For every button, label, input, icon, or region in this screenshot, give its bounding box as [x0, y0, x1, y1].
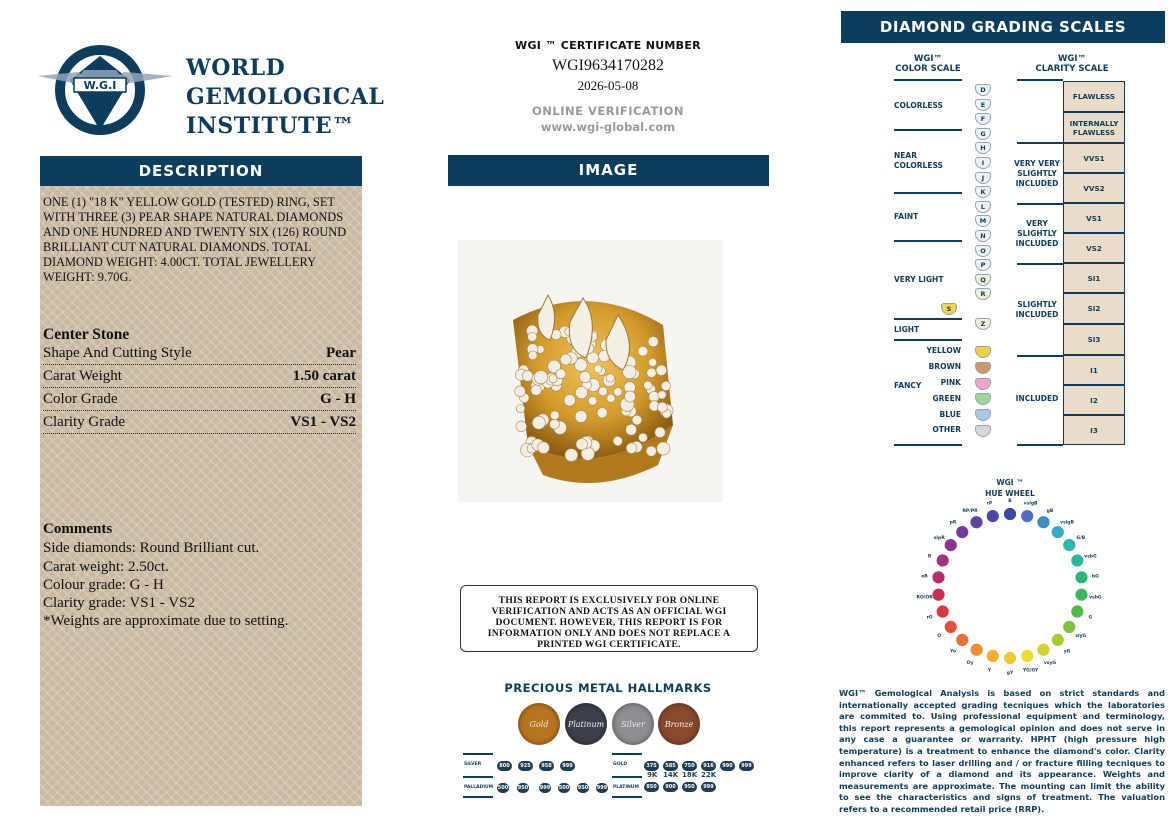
hallmarks-title: PRECIOUS METAL HALLMARKS [504, 681, 712, 695]
palladium-label: PALLADIUM [464, 785, 494, 790]
hue-label: Yo [950, 649, 956, 655]
palladium-mark: 500 [558, 785, 570, 791]
palladium-mark: 999 [539, 785, 551, 791]
side-diamond [649, 391, 660, 402]
hue-swatch [970, 643, 983, 656]
silver-999-mark: 999 [560, 761, 575, 771]
hue-swatch [936, 605, 949, 618]
clarity-vvs1: VVS1 [1063, 143, 1125, 173]
hue-swatch [1051, 526, 1064, 539]
comment-line: Colour grade: G - H [43, 577, 164, 593]
disclaimer-footer: WGI™ Gemological Analysis is based on strict standards and internationally accepted grading tecniques which the laboratories are commited to. Using professional equipment and terminology, this report represents a gemological opinion and does not serve in any case a guarantee or warranty. HPHT (high pressure high temperature) is a treatment to enhance the diamond's color. Clarity enhanced refers to laser drilling and / or fracture filling tecniques to improve clarity of a diamond and its appearance. Weights and measurements are approximate. The mounting can limit the ability to see the characteristics and signs of treatment. The valuation refers to a recommended retail price (RRP). [839, 688, 1165, 814]
description-text: ONE (1) "18 K" YELLOW GOLD (TESTED) RING, SET WITH THREE (3) PEAR SHAPE NATURAL DIAMONDS AND ONE HUNDRED AND TWENTY SIX (126) ROUND BRILLIANT CUT NATURAL DIAMONDS. TOTAL DIAMOND WEIGHT: 4.00CT. TOTAL JEWELLERY WEIGHT: 9.70G. [43, 195, 347, 284]
gold-916-mark: 916 [701, 761, 716, 771]
fancy-color-gem [975, 378, 991, 390]
color-grade-z-gem: Z [975, 318, 991, 330]
gold-999-mark: 999 [739, 761, 754, 771]
color-grade-d-gem: D [975, 84, 991, 96]
hue-label: vsbG [1084, 554, 1097, 560]
fancy-pink: PINK [940, 378, 961, 387]
fancy-green: GREEN [932, 394, 961, 403]
institute-name-line3: INSTITUTE™ [186, 113, 355, 139]
side-diamond [534, 370, 548, 384]
hue-wheel-title [970, 477, 1050, 499]
color-grade-h-gem: H [975, 142, 991, 154]
color-grade-l-gem: L [975, 201, 991, 213]
side-diamond [549, 375, 557, 383]
hue-label: oR [921, 574, 928, 580]
silver-coin: Silver [612, 703, 654, 745]
hallmark-divider [463, 753, 493, 755]
color-divider [894, 192, 962, 194]
side-diamond [657, 402, 667, 412]
color-grade-s-gem: S [941, 303, 957, 315]
institute-name-line1: WORLD [186, 55, 286, 81]
gold-990-mark: 990 [720, 761, 735, 771]
gold-label: GOLD [613, 762, 628, 767]
hue-label: Oy [966, 661, 974, 667]
platinum-850-mark: 850 [644, 782, 659, 792]
side-diamond [556, 369, 566, 379]
hue-swatch [1075, 571, 1088, 584]
palladium-mark: 999 [596, 785, 608, 791]
color-grade-g-gem: G [975, 128, 991, 140]
certificate-label: WGI ™ CERTIFICATE NUMBER [515, 39, 701, 52]
color-grade-i-gem: I [975, 157, 991, 169]
spec-label: Color Grade [43, 391, 118, 407]
grading-scales-heading: DIAMOND GRADING SCALES [841, 11, 1165, 43]
hue-label: slyG [1075, 633, 1087, 639]
fancy-blue: BLUE [939, 410, 961, 419]
svg-text:★: ★ [95, 117, 105, 127]
color-grade-m-gem: M [975, 215, 991, 227]
side-diamond [594, 365, 602, 373]
spec-value: Pear [326, 345, 356, 361]
color-divider [894, 318, 962, 320]
side-diamond [632, 415, 642, 425]
hue-swatch [1004, 652, 1017, 665]
hue-swatch [1004, 508, 1017, 521]
hue-swatch [1037, 516, 1050, 529]
side-diamond [531, 385, 541, 395]
color-divider [894, 240, 962, 242]
clarity-scale-brand: WGI™ [1057, 54, 1086, 64]
color-grade-n-gem: N [975, 230, 991, 242]
side-diamond [606, 374, 615, 383]
clarity-i1: I1 [1063, 355, 1125, 385]
hue-label: pR [949, 520, 957, 526]
clarity-vs1: VS1 [1063, 203, 1125, 233]
hue-label: rP [986, 501, 993, 507]
spec-label: Carat Weight [43, 368, 122, 384]
palladium-mark: 500 [497, 785, 509, 791]
hue-label: gY [1006, 671, 1014, 676]
side-diamond [646, 446, 656, 456]
spec-row-shape [43, 342, 356, 365]
side-diamond [648, 336, 658, 346]
side-diamond [588, 397, 597, 406]
clarity-divider [1017, 263, 1063, 265]
hue-swatch [956, 633, 969, 646]
clarity-divider [1017, 444, 1063, 446]
center-stone-title: Center Stone [43, 326, 130, 343]
hue-label: RP/PR [962, 508, 978, 514]
side-diamond [564, 395, 575, 406]
hue-swatch [986, 649, 999, 662]
side-diamond [626, 443, 637, 454]
side-diamond [655, 427, 665, 437]
side-diamond [624, 391, 635, 402]
hallmark-divider [612, 776, 642, 778]
clarity-vs2: VS2 [1063, 233, 1125, 263]
side-diamond [649, 358, 657, 366]
hue-swatch [932, 588, 945, 601]
fancy-yellow: YELLOW [926, 346, 961, 355]
spec-label: Shape And Cutting Style [43, 345, 192, 361]
clarity-scale-title [1022, 54, 1122, 74]
side-diamond [516, 404, 525, 413]
clarity-si1: SI1 [1063, 263, 1125, 293]
hue-swatch [944, 620, 957, 633]
color-divider [894, 79, 962, 81]
clarity-group-si: SLIGHTLY INCLUDED [1015, 300, 1059, 319]
karat-14k: 14K [663, 771, 679, 779]
side-diamond [538, 442, 550, 454]
clarity-divider [1017, 142, 1063, 144]
hue-label: O [937, 633, 942, 639]
hue-label: YG/GY [1022, 668, 1039, 674]
side-diamond [614, 388, 623, 397]
side-diamond [598, 387, 607, 396]
hue-label: rO [926, 615, 933, 621]
gold-750-mark: 750 [682, 761, 697, 771]
fancy-color-gem [975, 346, 991, 358]
hallmark-divider [612, 796, 642, 798]
color-grade-j-gem: J [975, 172, 991, 184]
side-diamond [575, 411, 587, 423]
gold-585-mark: 585 [663, 761, 678, 771]
silver-800-mark: 800 [497, 761, 512, 771]
hue-label: G/B [1076, 536, 1086, 542]
hue-label: B [1008, 499, 1012, 504]
comment-line: Side diamonds: Round Brilliant cut. [43, 540, 260, 556]
color-divider [894, 129, 962, 131]
platinum-900-mark: 900 [663, 782, 678, 792]
clarity-i2: I2 [1063, 385, 1125, 415]
institute-name [186, 54, 384, 141]
side-diamond [550, 419, 560, 429]
side-diamond [597, 408, 607, 418]
clarity-vvs2: VVS2 [1063, 173, 1125, 203]
color-grade-r-gem: R [975, 288, 991, 300]
color-group-near-colorless: NEAR COLORLESS [894, 151, 943, 170]
hue-wheel [910, 498, 1110, 676]
silver-958-mark: 958 [539, 761, 554, 771]
side-diamond [560, 354, 571, 365]
hue-swatch [1051, 633, 1064, 646]
hue-swatch [932, 571, 945, 584]
color-group-very-light: VERY LIGHT [894, 275, 944, 284]
comment-line: *Weights are approximate due to setting. [43, 613, 289, 629]
hue-swatch [1071, 605, 1084, 618]
fancy-color-gem [975, 393, 991, 405]
spec-value: G - H [320, 391, 356, 407]
side-diamond [522, 371, 533, 382]
clarity-si2: SI2 [1063, 293, 1125, 324]
clarity-if: INTERNALLY FLAWLESS [1063, 112, 1125, 143]
platinum-label: PLATINUM [613, 785, 639, 790]
hue-label: vsyG [1043, 661, 1057, 667]
hallmark-divider [463, 796, 493, 798]
clarity-group-vvs: VERY VERY SLIGHTLY INCLUDED [1013, 159, 1061, 188]
karat-22k: 22K [701, 771, 717, 779]
clarity-group-included: INCLUDED [1015, 394, 1059, 403]
clarity-divider [1017, 79, 1063, 81]
side-diamond [647, 368, 656, 377]
hue-swatch [1075, 588, 1088, 601]
side-diamond [644, 381, 653, 390]
side-diamond [528, 332, 537, 341]
hue-label: yG [1063, 649, 1071, 655]
karat-9k: 9K [647, 771, 658, 779]
side-diamond [575, 387, 587, 399]
platinum-950-mark: 950 [682, 782, 697, 792]
color-divider [894, 444, 962, 446]
side-diamond [639, 433, 648, 442]
color-grade-e-gem: E [975, 99, 991, 111]
institute-name-line2: GEMOLOGICAL [186, 84, 385, 110]
hue-wheel-name: HUE WHEEL [985, 489, 1035, 498]
hue-swatch [1063, 539, 1076, 552]
palladium-mark: 950 [577, 785, 589, 791]
spec-row-color [43, 388, 356, 411]
hue-swatch [1071, 554, 1084, 567]
karat-18k: 18K [682, 771, 698, 779]
color-grade-k-gem: K [975, 186, 991, 198]
color-group-fancy: FANCY [894, 381, 922, 390]
bronze-coin: Bronze [658, 703, 700, 745]
hue-label: Y [987, 668, 992, 674]
fancy-color-gem [975, 362, 991, 374]
clarity-si3: SI3 [1063, 324, 1125, 355]
platinum-coin: Platinum [565, 703, 607, 745]
spec-label: Clarity Grade [43, 414, 126, 430]
color-divider [894, 339, 962, 341]
comment-line: Carat weight: 2.50ct. [43, 559, 169, 575]
hue-swatch [986, 510, 999, 523]
hue-label: R [927, 554, 932, 560]
clarity-scale-name: CLARITY SCALE [1035, 64, 1109, 74]
hue-swatch [1037, 643, 1050, 656]
spec-value: 1.50 carat [292, 368, 356, 384]
clarity-group-vs: VERY SLIGHTLY INCLUDED [1015, 219, 1059, 248]
side-diamond [550, 411, 559, 420]
wgi-logo [38, 42, 173, 142]
fancy-color-gem [975, 425, 991, 437]
side-diamond [638, 346, 648, 356]
color-group-colorless: COLORLESS [894, 101, 943, 110]
ring-image [458, 240, 723, 502]
color-grade-q-gem: Q [975, 274, 991, 286]
clarity-divider [1017, 203, 1063, 205]
side-diamond [565, 449, 578, 462]
side-diamond [626, 424, 637, 435]
comment-line: Clarity grade: VS1 - VS2 [43, 595, 195, 611]
silver-label: SILVER [464, 762, 482, 767]
palladium-mark: 950 [517, 785, 529, 791]
side-diamond [657, 442, 670, 455]
side-diamond [658, 391, 666, 399]
description-heading: DESCRIPTION [40, 156, 362, 186]
side-diamond [528, 351, 537, 360]
spec-value: VS1 - VS2 [290, 414, 356, 430]
hue-label: vslgB [1060, 520, 1074, 526]
hue-swatch [1021, 510, 1034, 523]
hue-label: RO/OR [916, 595, 933, 601]
color-grade-p-gem: P [975, 259, 991, 271]
hallmark-divider [463, 776, 493, 778]
image-heading: IMAGE [448, 155, 769, 186]
platinum-999-mark: 999 [701, 782, 716, 792]
fancy-color-gem [975, 409, 991, 421]
hue-label: slpR [933, 536, 945, 542]
color-grade-f-gem: F [975, 113, 991, 125]
hue-label: bG [1091, 574, 1099, 580]
side-diamond [576, 439, 587, 450]
hue-label: vslgB [1023, 501, 1038, 507]
hue-label: gB [1046, 508, 1054, 514]
color-grade-o-gem: O [975, 245, 991, 257]
hue-swatch [956, 526, 969, 539]
spec-row-clarity [43, 411, 356, 434]
gold-375-mark: 375 [644, 761, 659, 771]
fancy-other: OTHER [932, 425, 961, 434]
logo-badge-text: W.G.I [83, 79, 117, 92]
side-diamond [607, 394, 615, 402]
side-diamond [515, 386, 526, 397]
color-scale-brand: WGI™ [913, 54, 942, 64]
hue-swatch [936, 554, 949, 567]
side-diamond [613, 436, 622, 445]
spec-row-carat [43, 365, 356, 388]
side-diamond [516, 421, 527, 432]
clarity-i3: I3 [1063, 415, 1125, 445]
comments-title: Comments [43, 521, 113, 537]
verification-url[interactable]: www.wgi-global.com [540, 120, 676, 134]
color-scale-name: COLOR SCALE [895, 64, 961, 74]
fancy-brown: BROWN [928, 362, 961, 371]
color-group-light: LIGHT [894, 325, 920, 334]
hue-wheel-brand: WGI ™ [996, 478, 1024, 487]
silver-925-mark: 925 [518, 761, 533, 771]
gold-coin: Gold [518, 703, 560, 745]
certificate-date: 2026-05-08 [577, 78, 639, 93]
clarity-divider [1017, 355, 1063, 357]
color-group-faint: FAINT [894, 212, 919, 221]
online-verification-label: ONLINE VERIFICATION [532, 104, 684, 118]
side-diamond [579, 371, 590, 382]
side-diamond [532, 416, 545, 429]
side-diamond [656, 365, 667, 376]
certificate-number: WGI9634170282 [552, 57, 664, 74]
hallmark-divider [612, 753, 642, 755]
hue-swatch [1063, 620, 1076, 633]
side-diamond [661, 381, 670, 390]
hue-swatch [970, 516, 983, 529]
hue-label: vsbG [1089, 595, 1102, 601]
online-disclaimer: THIS REPORT IS EXCLUSIVELY FOR ONLINE VERIFICATION AND ACTS AS AN OFFICIAL WGI DOCUMENT. HOWEVER, THIS REPORT IS FOR INFORMATION ONLY AND DOES NOT REPLACE A PRINTED WGI CERTIFICATE. [460, 585, 758, 652]
color-scale-title [894, 54, 962, 74]
hue-label: G [1088, 615, 1093, 621]
clarity-fl: FLAWLESS [1063, 81, 1125, 112]
hue-swatch [944, 539, 957, 552]
hue-swatch [1021, 649, 1034, 662]
